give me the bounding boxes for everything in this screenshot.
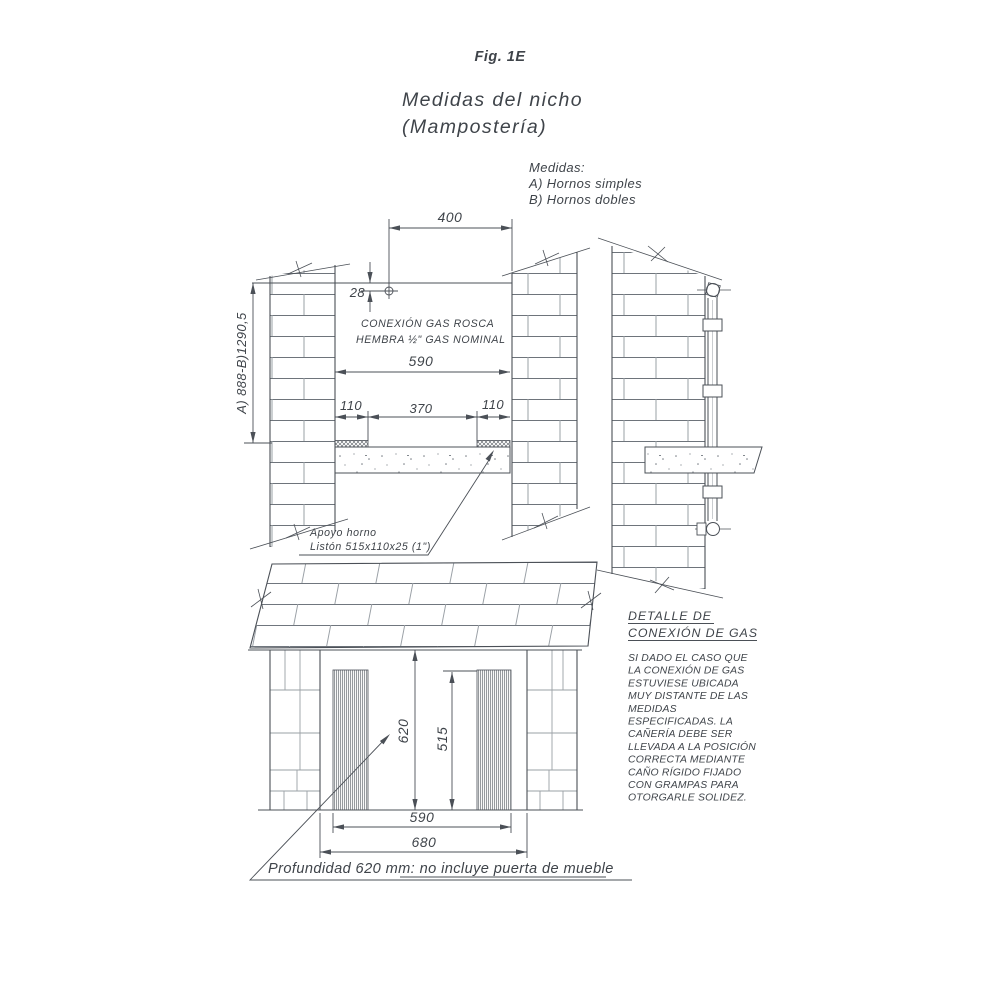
section-view (234, 210, 590, 555)
gas-detail-note (628, 609, 758, 804)
front-view (212, 562, 660, 880)
dim-515-label: 515 (435, 726, 450, 752)
left-wall (266, 260, 338, 552)
concrete-slab (335, 447, 510, 473)
detail-concrete-slab (645, 447, 762, 473)
legend-title: Medidas: (529, 160, 585, 175)
side-detail-view (597, 238, 762, 598)
lintel-band (212, 562, 660, 654)
gas-detail-body-line: CAÑO RÍGIDO FIJADO (628, 767, 742, 779)
dim-height-range-label: A) 888-B)1290,5 (234, 312, 249, 414)
header (402, 49, 583, 138)
pipe-clamp (703, 385, 722, 397)
front-dimension-lines (250, 650, 632, 880)
gas-detail-body-line: CON GRAMPAS PARA (628, 780, 739, 791)
depth-note-prefix: Profundidad 620 mm: (268, 861, 420, 877)
support-note-line2: Listón 515x110x25 (1") (310, 541, 432, 553)
legend-item-b: B) Hornos dobles (529, 192, 636, 207)
support-strips (335, 441, 510, 448)
front-support-left (333, 670, 368, 810)
gas-detail-body-line: LA CONEXIÓN DE GAS (628, 665, 745, 677)
gas-detail-body-line: MUY DISTANTE DE LAS (628, 691, 749, 703)
front-outlines (248, 650, 583, 810)
legend-item-a: A) Hornos simples (529, 176, 642, 191)
front-support-right (477, 670, 511, 810)
pillar-joints (270, 650, 577, 810)
detail-wall (610, 242, 708, 594)
depth-note (268, 861, 614, 877)
figure-label: Fig. 1E (474, 49, 526, 65)
support-note-line1: Apoyo horno (310, 527, 377, 539)
pipe-clamp (703, 486, 722, 498)
dim-620-label: 620 (396, 718, 411, 744)
dim-28-label: 28 (349, 285, 365, 300)
dim-370-label: 370 (409, 401, 433, 416)
page-title-line2: (Mampostería) (402, 116, 547, 138)
gas-note-line1: CONEXIÓN GAS ROSCA (361, 318, 495, 330)
depth-note-underlined: no incluye puerta de mueble (419, 861, 614, 877)
dim-590-label: 590 (408, 354, 434, 369)
dim-590-bottom-label: 590 (409, 810, 435, 825)
gas-detail-body-line: CAÑERÍA DEBE SER (628, 729, 733, 741)
gas-detail-title-line1: DETALLE DE (628, 609, 712, 623)
page-title-line1: Medidas del nicho (402, 89, 583, 111)
pipe-clamp (703, 319, 722, 331)
pipe-fitting-bottom (695, 523, 731, 536)
dim-110-right-label: 110 (482, 397, 504, 412)
gas-note-line2: HEMBRA ½" GAS NOMINAL (356, 334, 506, 346)
dim-680-label: 680 (411, 835, 437, 850)
gas-detail-title-line2: CONEXIÓN DE GAS (628, 626, 758, 640)
gas-detail-body-line: ESPECIFICADAS. LA (628, 716, 734, 728)
gas-connection-point (380, 219, 398, 299)
gas-detail-body-line: SI DADO EL CASO QUE (628, 653, 748, 664)
right-wall (510, 248, 580, 540)
measures-legend (528, 160, 642, 207)
dim-400-label: 400 (437, 210, 463, 225)
gas-detail-body-line: CORRECTA MEDIANTE (628, 754, 746, 766)
support-strip-left (335, 441, 368, 448)
dim-110-left-label: 110 (340, 398, 362, 413)
gas-detail-body-line: OTORGARLE SOLIDEZ. (628, 792, 747, 804)
gas-detail-body-line: MEDIDAS (628, 703, 677, 715)
support-strip-right (477, 441, 510, 448)
gas-detail-body (628, 653, 756, 804)
gas-detail-body-line: LLEVADA A LA POSICIÓN (628, 741, 756, 753)
gas-detail-body-line: ESTUVIESE UBICADA (628, 678, 739, 690)
